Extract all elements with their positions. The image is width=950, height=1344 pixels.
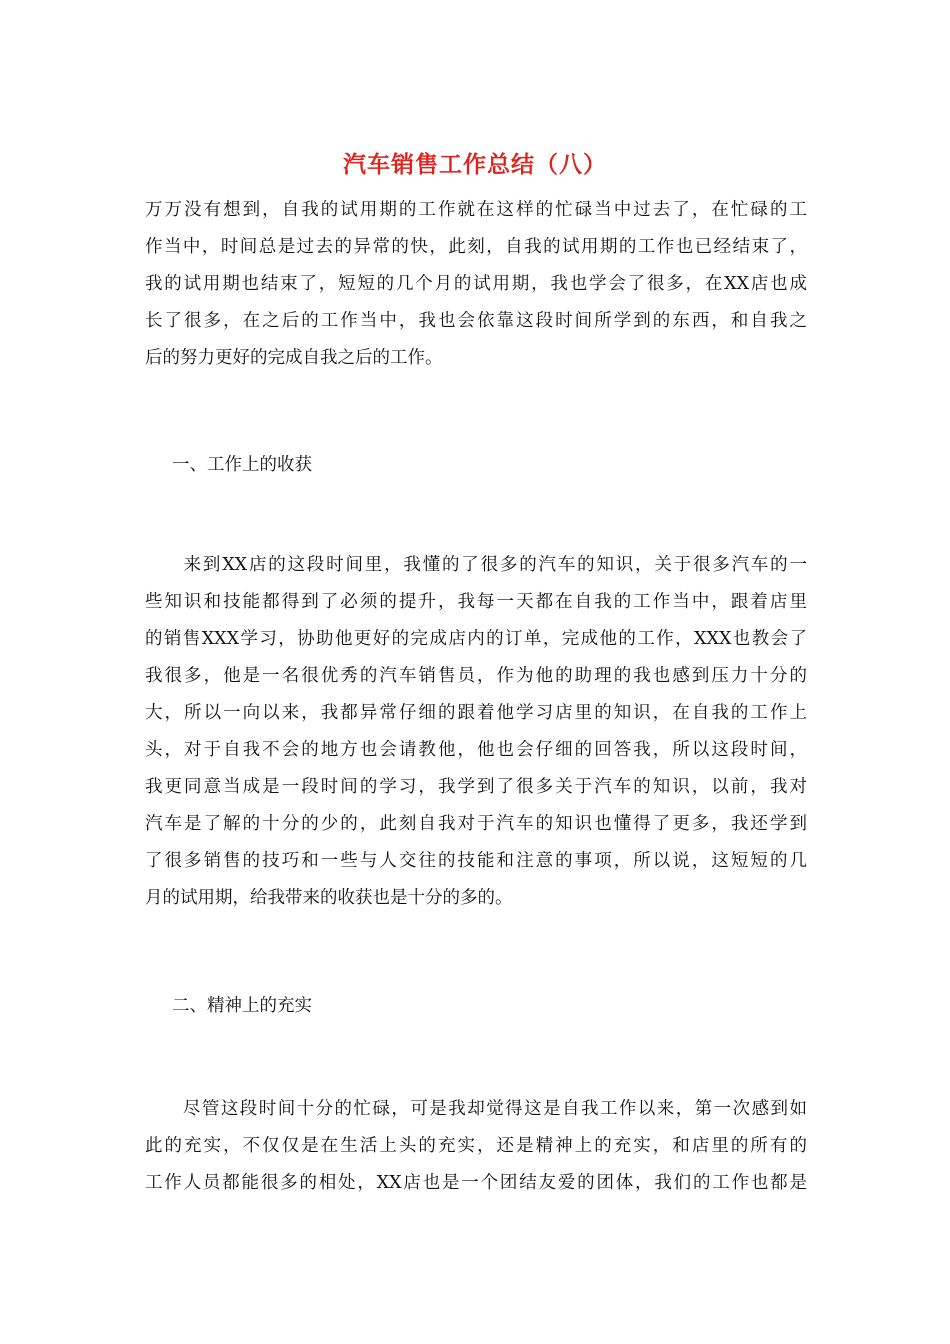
paragraph-line: 大，所以一向以来，我都异常仔细的跟着他学习店里的知识，在自我的工作上	[145, 703, 807, 723]
paragraph-line: 工作人员都能很多的相处，XX店也是一个团结友爱的团体，我们的工作也都是	[145, 1173, 807, 1193]
paragraph-line: 来到XX店的这段时间里，我懂的了很多的汽车的知识，关于很多汽车的一	[145, 555, 807, 575]
paragraph-line: 的销售XXX学习，协助他更好的完成店内的订单，完成他的工作，XXX也教会了	[145, 629, 807, 649]
section1-paragraph	[145, 547, 807, 917]
section2-paragraph	[145, 1091, 807, 1202]
section-heading-spiritual-fulfillment: 二、精神上的充实	[172, 996, 312, 1016]
paragraph-line: 此的充实，不仅仅是在生活上头的充实，还是精神上的充实，和店里的所有的	[145, 1136, 807, 1156]
paragraph-line: 月的试用期，给我带来的收获也是十分的多的。	[145, 888, 513, 908]
paragraph-line: 了很多销售的技巧和一些与人交往的技能和注意的事项，所以说，这短短的几	[145, 851, 807, 871]
paragraph-line: 万万没有想到，自我的试用期的工作就在这样的忙碌当中过去了，在忙碌的工	[145, 200, 807, 220]
paragraph-line: 些知识和技能都得到了必须的提升，我每一天都在自我的工作当中，跟着店里	[145, 592, 807, 612]
paragraph-line: 汽车是了解的十分的少的，此刻自我对于汽车的知识也懂得了更多，我还学到	[145, 814, 807, 834]
paragraph-line: 后的努力更好的完成自我之后的工作。	[145, 348, 443, 368]
document-title: 汽车销售工作总结（八）	[343, 151, 607, 178]
paragraph-line: 头，对于自我不会的地方也会请教他，他也会仔细的回答我，所以这段时间，	[145, 740, 807, 760]
intro-paragraph	[145, 192, 807, 377]
paragraph-line: 我的试用期也结束了，短短的几个月的试用期，我也学会了很多，在XX店也成	[145, 274, 807, 294]
paragraph-line: 我很多，他是一名很优秀的汽车销售员，作为他的助理的我也感到压力十分的	[145, 666, 807, 686]
paragraph-line: 长了很多，在之后的工作当中，我也会依靠这段时间所学到的东西，和自我之	[145, 311, 807, 331]
section-heading-work-gains: 一、工作上的收获	[172, 455, 312, 475]
paragraph-line: 作当中，时间总是过去的异常的快，此刻，自我的试用期的工作也已经结束了，	[145, 237, 807, 257]
paragraph-line: 尽管这段时间十分的忙碌，可是我却觉得这是自我工作以来，第一次感到如	[145, 1099, 807, 1119]
paragraph-line: 我更同意当成是一段时间的学习，我学到了很多关于汽车的知识，以前，我对	[145, 777, 807, 797]
